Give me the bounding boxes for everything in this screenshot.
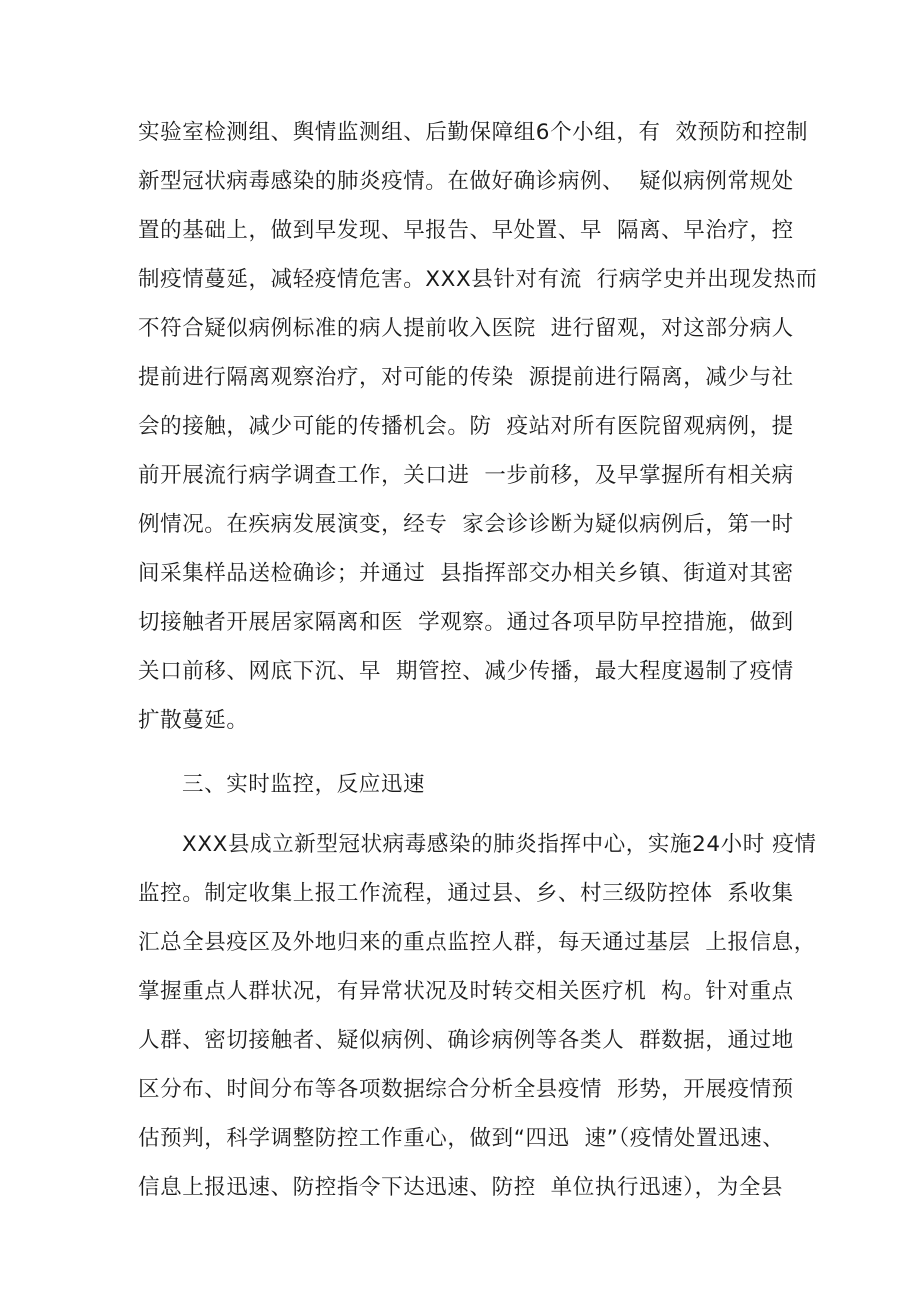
paragraph-1-line-13: 扩散蔓延。 (138, 708, 249, 733)
paragraph-1-line-6: 提前进行隔离观察治疗，对可能的传染 源提前进行隔离，减少与社 (138, 365, 794, 390)
paragraph-2-line-3: 汇总全县疫区及外地归来的重点监控人群，每天通过基层 上报信息， (138, 930, 816, 955)
paragraph-2-line-4: 掌握重点人群状况，有异常状况及时转交相关医疗机 构。针对重点 (138, 979, 794, 1004)
paragraph-2-line-7: 估预判，科学调整防控工作重心，做到“四迅 速”（疫情处置迅速、 (138, 1126, 785, 1151)
paragraph-2-line-5: 人群、密切接触者、疑似病例、确诊病例等各类人 群数据，通过地 (138, 1028, 794, 1053)
paragraph-1-line-3: 置的基础上，做到早发现、早报告、早处置、早 隔离、早治疗，控 (138, 218, 794, 243)
paragraph-2-line-1: XXX县成立新型冠状病毒感染的肺炎指挥中心，实施24小时 疫情 (182, 832, 817, 857)
section-3-heading: 三、实时监控，反应迅速 (182, 772, 426, 797)
paragraph-2-line-8: 信息上报迅速、防控指令下达迅速、防控 单位执行迅速），为全县 (138, 1175, 784, 1200)
paragraph-1-line-7: 会的接触，减少可能的传播机会。防 疫站对所有医院留观病例，提 (138, 414, 794, 439)
paragraph-1-line-11: 切接触者开展居家隔离和医 学观察。通过各项早防早控措施，做到 (138, 610, 794, 635)
paragraph-1-line-1: 实验室检测组、舆情监测组、后勤保障组6个小组，有 效预防和控制 (138, 120, 809, 145)
paragraph-1-line-8: 前开展流行病学调查工作，关口进 一步前移，及早掌握所有相关病 (138, 463, 794, 488)
paragraph-1-line-12: 关口前移、网底下沉、早 期管控、减少传播，最大程度遏制了疫情 (138, 659, 794, 684)
paragraph-2-line-6: 区分布、时间分布等各项数据综合分析全县疫情 形势，开展疫情预 (138, 1077, 794, 1102)
paragraph-1-line-2: 新型冠状病毒感染的肺炎疫情。在做好确诊病例、 疑似病例常规处 (138, 169, 794, 194)
paragraph-1-line-4: 制疫情蔓延，减轻疫情危害。XXX县针对有流 行病学史并出现发热而 (138, 267, 818, 292)
paragraph-2-line-2: 监控。制定收集上报工作流程，通过县、乡、村三级防控体 系收集 (138, 881, 794, 906)
paragraph-1-line-9: 例情况。在疾病发展演变，经专 家会诊诊断为疑似病例后，第一时 (138, 512, 794, 537)
paragraph-1-line-5: 不符合疑似病例标准的病人提前收入医院 进行留观，对这部分病人 (138, 316, 794, 341)
paragraph-1-line-10: 间采集样品送检确诊；并通过 县指挥部交办相关乡镇、街道对其密 (138, 561, 794, 586)
